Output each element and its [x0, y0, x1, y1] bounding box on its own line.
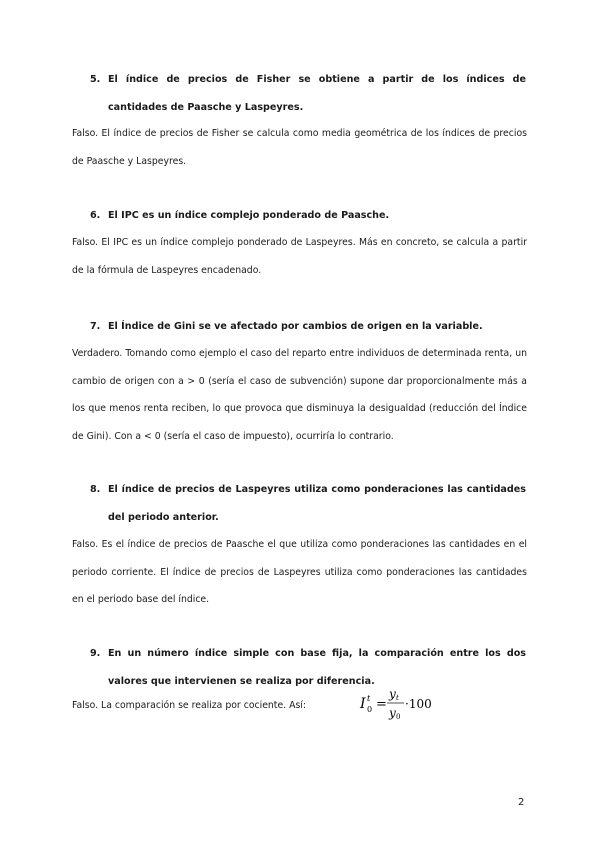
question-number: 5.: [90, 74, 101, 85]
question-text: El índice de precios de Laspeyres utiliza como ponderaciones las cantidades del periodo anterior.: [108, 484, 526, 523]
question-number: 6.: [90, 210, 101, 221]
question-text: El IPC es un índice complejo ponderado de Paasche.: [108, 210, 390, 221]
answer-9: Falso. La comparación se realiza por cociente. Así:: [72, 700, 307, 711]
formula-sub: 0: [367, 705, 373, 714]
answer-8: Falso. Es el índice de precios de Paasche el que utiliza como ponderaciones las cantidades en el periodo corriente. El índice de precios de Laspeyres utiliza como ponderaciones las cantidades en el periodo base del índice.: [72, 539, 527, 605]
question-number: 7.: [90, 321, 101, 332]
answer-7: Verdadero. Tomando como ejemplo el caso del reparto entre individuos de determinada renta, un cambio de origen con a > 0 (sería el caso de subvención) supone dar proporcionalmente más a los que menos renta reciben, lo que provoca que disminuya la desigualdad (reducción del Índice de Gini). Con a < 0 (sería el caso de impuesto), ocurriría lo contrario.: [72, 348, 527, 442]
index-formula: [358, 684, 438, 724]
question-5: [90, 66, 526, 122]
question-7: [90, 313, 526, 341]
question-text: El Índice de Gini se ve afectado por cambios de origen en la variable.: [108, 321, 483, 332]
formula-num: y: [389, 687, 396, 701]
question-text: El índice de precios de Fisher se obtiene a partir de los índices de cantidades de Paasche y Laspeyres.: [108, 74, 526, 113]
formula-times: ·100: [405, 697, 432, 711]
question-number: 8.: [90, 484, 101, 495]
formula-den-sub: 0: [396, 713, 401, 721]
formula-sup: t: [367, 694, 371, 703]
answer-5: Falso. El índice de precios de Fisher se calcula como media geométrica de los índices de precios de Paasche y Laspeyres.: [72, 128, 527, 167]
question-number: 9.: [90, 648, 101, 659]
answer-6: Falso. El IPC es un índice complejo ponderado de Laspeyres. Más en concreto, se calcula a partir de la fórmula de Laspeyres encadenado.: [72, 237, 527, 276]
formula-num-sub: t: [396, 694, 399, 702]
question-8: [90, 476, 526, 532]
formula-den: y: [389, 706, 396, 720]
question-9: [90, 640, 526, 696]
page-number: 2: [518, 797, 525, 808]
question-6: [90, 202, 526, 230]
formula-lhs: I: [360, 696, 366, 712]
question-text: En un número índice simple con base fija, la comparación entre los dos valores que intervienen se realiza por diferencia.: [108, 648, 526, 687]
formula-eq: =: [376, 697, 387, 712]
